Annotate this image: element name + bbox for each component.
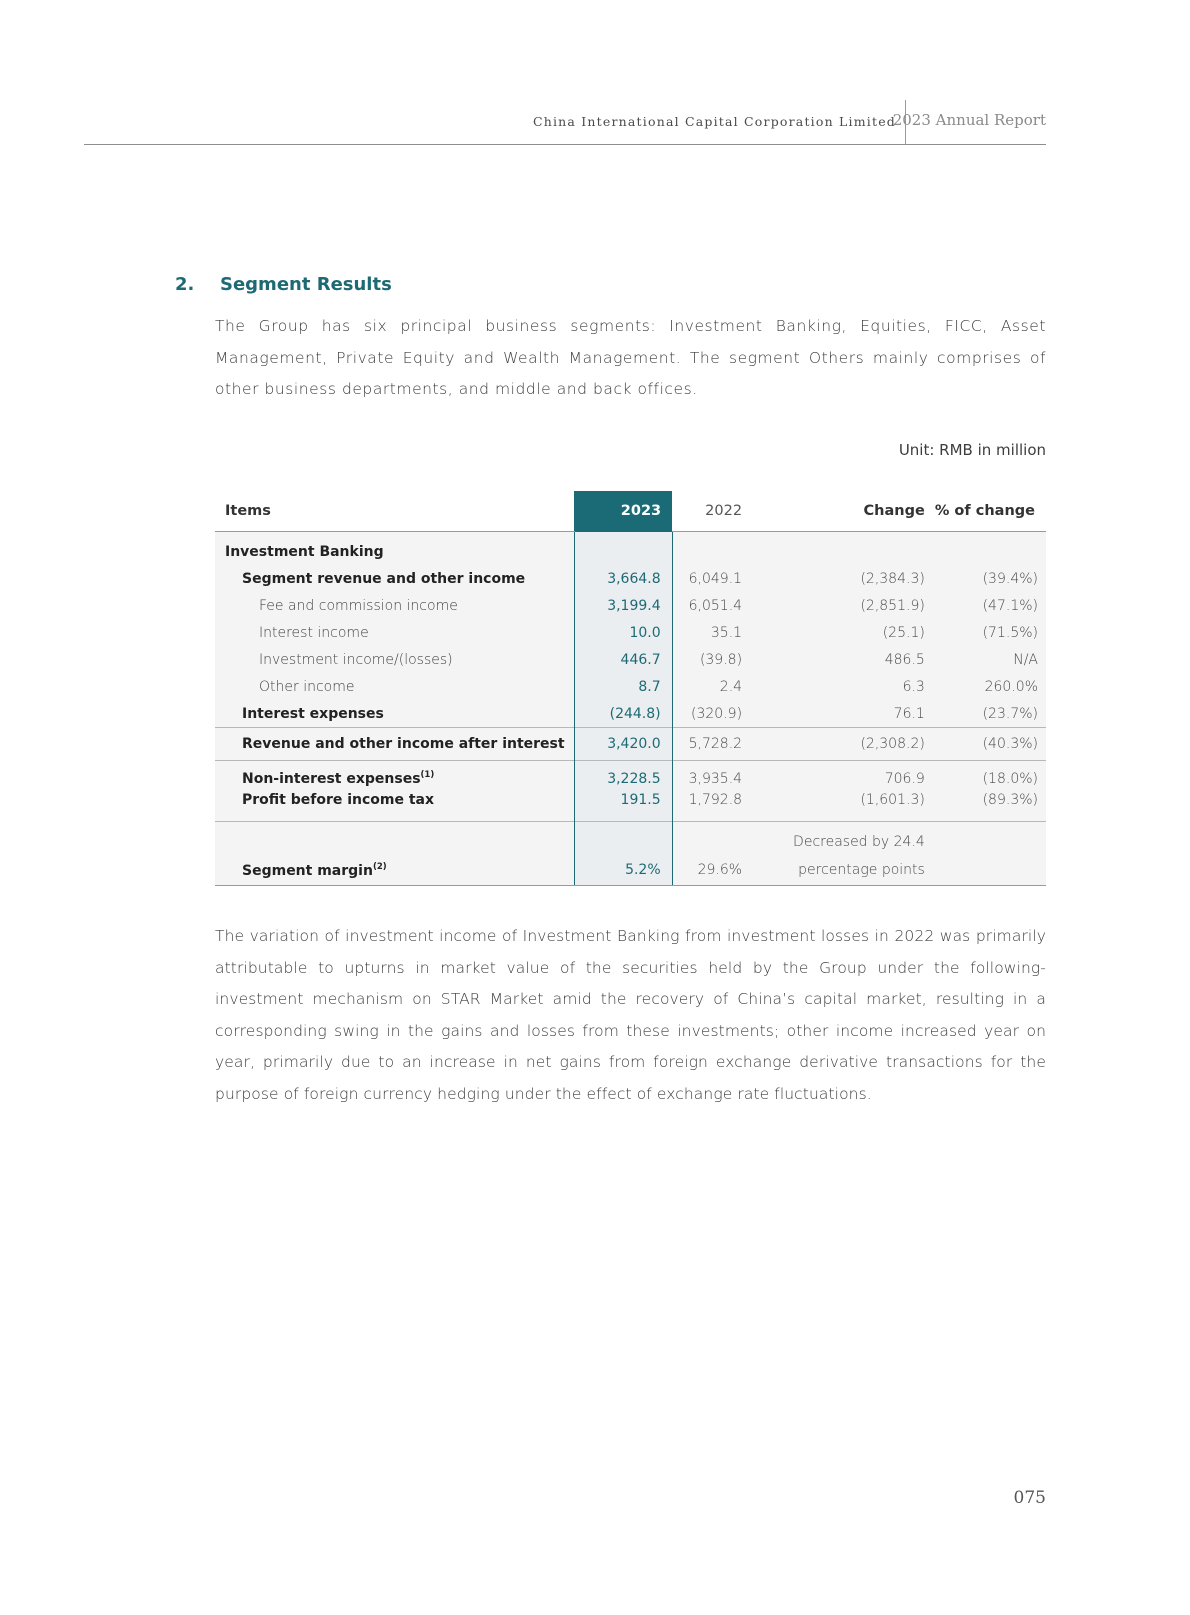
value-change: (2,384.3) bbox=[776, 565, 935, 592]
table-row bbox=[215, 619, 1046, 646]
value-2022: 1,792.8 bbox=[672, 792, 776, 822]
commentary-paragraph: The variation of investment income of Investment Banking from investment losses in 2022 was primarily attributable to upturns in market value of the securities held by the Group under the following-investment mechanism on STAR Market amid the recovery of China’s capital market, resulting in a corresponding swing in the gains and losses from these investments; other income increased year on year, primarily due to an increase in net gains from foreign exchange derivative transactions for the purpose of foreign currency hedging under the effect of exchange rate fluctuations. bbox=[215, 927, 1046, 1103]
table-row bbox=[215, 565, 1046, 592]
value-change: (2,851.9) bbox=[776, 592, 935, 619]
value-change: 6.3 bbox=[776, 673, 935, 700]
value-change: (25.1) bbox=[776, 619, 935, 646]
value-2022: 5,728.2 bbox=[672, 728, 776, 761]
value-change: (2,308.2) bbox=[776, 728, 935, 761]
col-header-2023: 2023 bbox=[574, 491, 672, 532]
col-header-pct-change: % of change bbox=[935, 491, 1046, 532]
value-pct-change: (47.1%) bbox=[935, 592, 1046, 619]
margin-change-line-1: Decreased by 24.4 bbox=[776, 822, 935, 856]
section-number: 2. bbox=[175, 274, 195, 295]
table-row bbox=[215, 646, 1046, 673]
value-2023: 3,228.5 bbox=[574, 761, 672, 793]
page-header bbox=[84, 98, 1046, 145]
row-label: Revenue and other income after interest bbox=[215, 728, 574, 761]
value-2023: 5.2% bbox=[574, 855, 672, 886]
value-2023: 10.0 bbox=[574, 619, 672, 646]
value-2022: (39.8) bbox=[672, 646, 776, 673]
value-2023: 3,199.4 bbox=[574, 592, 672, 619]
col-header-items: Items bbox=[215, 491, 574, 532]
row-label: Fee and commission income bbox=[215, 592, 574, 619]
row-label: Interest expenses bbox=[215, 700, 574, 728]
value-2022: 2.4 bbox=[672, 673, 776, 700]
intro-paragraph: The Group has six principal business segments: Investment Banking, Equities, FICC, Asset Management, Private Equity and Wealth Management. The segment Others mainly comprises of other business departments, and middle and back offices. bbox=[215, 317, 1046, 398]
section-title: Segment Results bbox=[220, 274, 392, 295]
segment-name-row bbox=[215, 532, 1046, 566]
value-2022: 35.1 bbox=[672, 619, 776, 646]
table-row bbox=[215, 700, 1046, 728]
row-label-text: Non-interest expenses bbox=[242, 771, 421, 787]
value-change: 486.5 bbox=[776, 646, 935, 673]
value-change: 706.9 bbox=[776, 761, 935, 793]
value-pct-change: (40.3%) bbox=[935, 728, 1046, 761]
table-header-row bbox=[215, 491, 1046, 532]
value-change: 76.1 bbox=[776, 700, 935, 728]
row-label-text: Segment margin bbox=[242, 862, 373, 879]
value-2023: 446.7 bbox=[574, 646, 672, 673]
row-label bbox=[215, 761, 574, 793]
value-2023: 8.7 bbox=[574, 673, 672, 700]
col-header-2022: 2022 bbox=[672, 491, 776, 532]
header-report-title: 2023 Annual Report bbox=[892, 111, 1046, 129]
value-pct-change bbox=[935, 855, 1046, 886]
value-2022: 6,051.4 bbox=[672, 592, 776, 619]
table-row bbox=[215, 673, 1046, 700]
segment-name: Investment Banking bbox=[215, 532, 574, 566]
row-label: Investment income/(losses) bbox=[215, 646, 574, 673]
margin-change-line-2: percentage points bbox=[776, 855, 935, 886]
row-label: Interest income bbox=[215, 619, 574, 646]
value-pct-change: (89.3%) bbox=[935, 792, 1046, 822]
col-header-change: Change bbox=[776, 491, 935, 532]
row-label: Segment revenue and other income bbox=[215, 565, 574, 592]
segment-results-table bbox=[215, 491, 1046, 886]
row-label bbox=[215, 855, 574, 886]
table-row bbox=[215, 792, 1046, 822]
footnote-ref: (2) bbox=[372, 861, 387, 872]
table-row bbox=[215, 592, 1046, 619]
section-heading bbox=[175, 274, 392, 295]
value-2023: 3,420.0 bbox=[574, 728, 672, 761]
header-company-name: China International Capital Corporation Limited bbox=[532, 114, 896, 129]
value-2022: (320.9) bbox=[672, 700, 776, 728]
value-2022: 3,935.4 bbox=[672, 761, 776, 793]
value-pct-change: (23.7%) bbox=[935, 700, 1046, 728]
table-row bbox=[215, 728, 1046, 761]
row-label: Profit before income tax bbox=[215, 792, 574, 822]
value-pct-change: (18.0%) bbox=[935, 761, 1046, 793]
segment-margin-row-1 bbox=[215, 822, 1046, 856]
value-pct-change: N/A bbox=[935, 646, 1046, 673]
footnote-ref: (1) bbox=[420, 770, 435, 780]
unit-label: Unit: RMB in million bbox=[898, 441, 1046, 459]
value-2023: 191.5 bbox=[574, 792, 672, 822]
table-row bbox=[215, 761, 1046, 793]
segment-margin-row-2 bbox=[215, 855, 1046, 886]
value-2022: 6,049.1 bbox=[672, 565, 776, 592]
value-2023: (244.8) bbox=[574, 700, 672, 728]
row-label: Other income bbox=[215, 673, 574, 700]
page-number: 075 bbox=[1013, 1488, 1046, 1508]
value-change: (1,601.3) bbox=[776, 792, 935, 822]
value-pct-change: 260.0% bbox=[935, 673, 1046, 700]
value-pct-change: (39.4%) bbox=[935, 565, 1046, 592]
value-2022: 29.6% bbox=[672, 855, 776, 886]
value-2023: 3,664.8 bbox=[574, 565, 672, 592]
value-pct-change: (71.5%) bbox=[935, 619, 1046, 646]
